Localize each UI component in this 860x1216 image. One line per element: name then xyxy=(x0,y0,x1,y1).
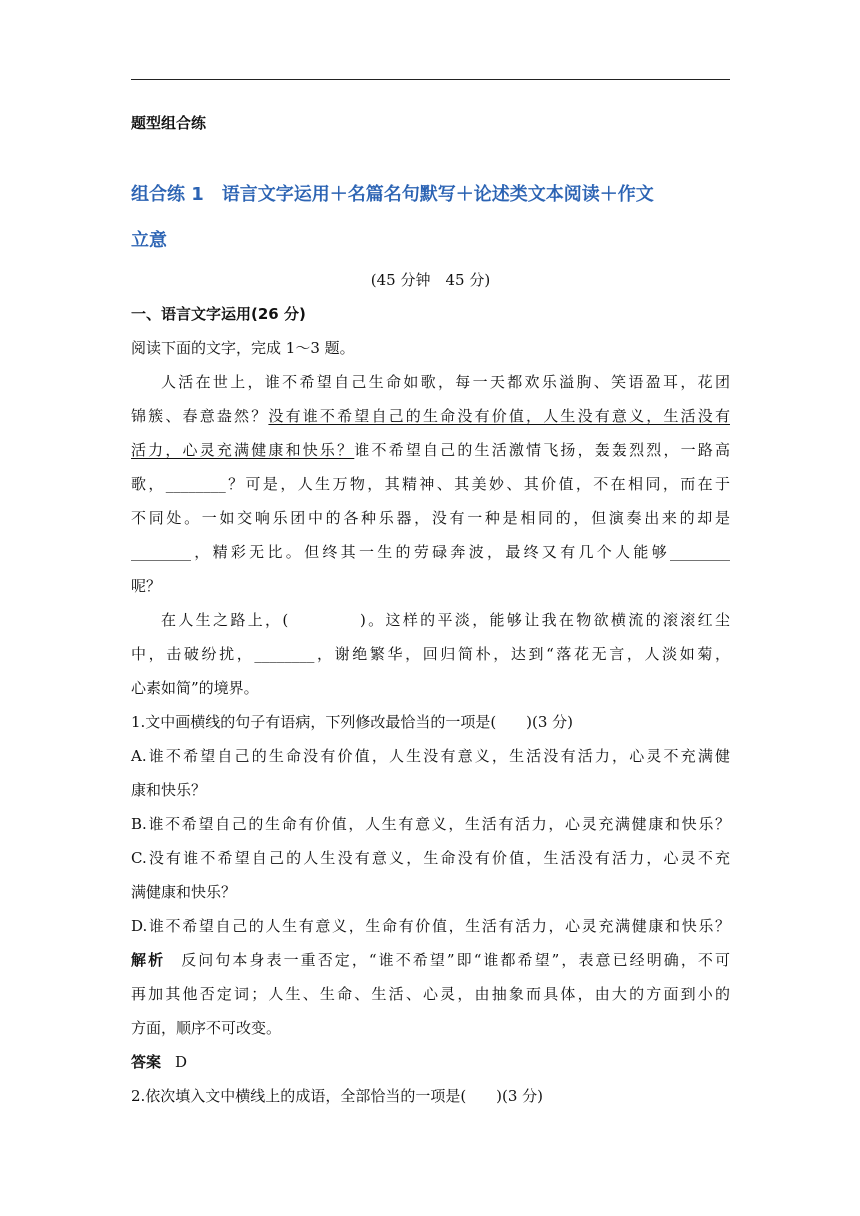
passage-line: 人活在世上，谁不希望自己生命如歌，每一天都欢乐溢朐、笑语盈耳，花团 xyxy=(161,373,730,391)
passage-line: 呢？ xyxy=(131,577,162,595)
passage-line xyxy=(131,406,730,426)
analysis-line xyxy=(131,950,730,970)
passage-line: 在人生之路上，( )。这样的平淡，能够让我在物欲横流的滚滚红尘 xyxy=(161,611,730,629)
answer-value: D xyxy=(175,1053,188,1071)
section-label: 题型组合练 xyxy=(131,114,207,132)
passage-line xyxy=(131,440,730,460)
header-rule xyxy=(131,79,730,80)
question-1-stem: 1.文中画横线的句子有语病，下列修改最恰当的一项是( )(3 分) xyxy=(131,713,574,731)
passage-line: 不同处。一如交响乐团中的各种乐器，没有一种是相同的，但演奏出来的却是 xyxy=(131,509,730,527)
answer-line xyxy=(131,1052,730,1072)
option-a: A.谁不希望自己的生命没有价值，人生没有意义，生活没有活力，心灵不充满健 xyxy=(131,747,730,765)
underlined-sentence: 活力，心灵充满健康和快乐？ xyxy=(131,441,355,459)
option-c: C.没有谁不希望自己的人生没有意义，生命没有价值，生活没有活力，心灵不充 xyxy=(131,849,730,867)
analysis-text: 反问句本身表一重否定，“谁不希望”即“谁都希望”，表意已经明确，不可 xyxy=(179,951,730,969)
underlined-sentence: 没有谁不希望自己的生命没有价值，人生没有意义，生活没有 xyxy=(268,407,730,425)
part1-heading: 一、语言文字运用(26 分) xyxy=(131,305,306,323)
question-2-stem: 2.依次填入文中横线上的成语，全部恰当的一项是( )(3 分) xyxy=(131,1087,544,1105)
option-d: D.谁不希望自己的人生有意义，生命有价值，生活有活力，心灵充满健康和快乐？ xyxy=(131,917,730,935)
reading-instruction: 阅读下面的文字，完成 1～3 题。 xyxy=(131,339,355,357)
analysis-label: 解析 xyxy=(131,951,166,969)
passage-text: 谁不希望自己的生活激情飞扬，轰轰烈烈，一路高 xyxy=(354,441,730,459)
passage-line: 中，击破纷扰，________，谢绝繁华，回归简朴，达到“落花无言，人淡如菊， xyxy=(131,645,730,663)
analysis-line: 方面，顺序不可改变。 xyxy=(131,1019,282,1037)
analysis-line: 再加其他否定词；人生、生命、生活、心灵，由抽象而具体，由大的方面到小的 xyxy=(131,985,730,1003)
page-title-line1: 组合练 1 语言文字运用＋名篇名句默写＋论述类文本阅读＋作文 xyxy=(131,184,654,205)
passage-line: ________，精彩无比。但终其一生的劳碌奔波，最终又有几个人能够________ xyxy=(131,543,730,561)
option-b: B.谁不希望自己的生命有价值，人生有意义，生活有活力，心灵充满健康和快乐？ xyxy=(131,815,730,833)
option-a-cont: 康和快乐？ xyxy=(131,781,207,799)
answer-label: 答案 xyxy=(131,1053,162,1071)
option-c-cont: 满健康和快乐？ xyxy=(131,883,237,901)
passage-line: 歌，________？可是，人生万物，其精神、其美妙、其价值，不在相同，而在于 xyxy=(131,475,730,493)
page-title-line2: 立意 xyxy=(131,230,167,251)
passage-text: 锦簇、春意盎然？ xyxy=(131,407,269,425)
passage-line: 心素如简”的境界。 xyxy=(131,679,259,697)
time-score: (45 分钟 45 分) xyxy=(370,271,491,289)
